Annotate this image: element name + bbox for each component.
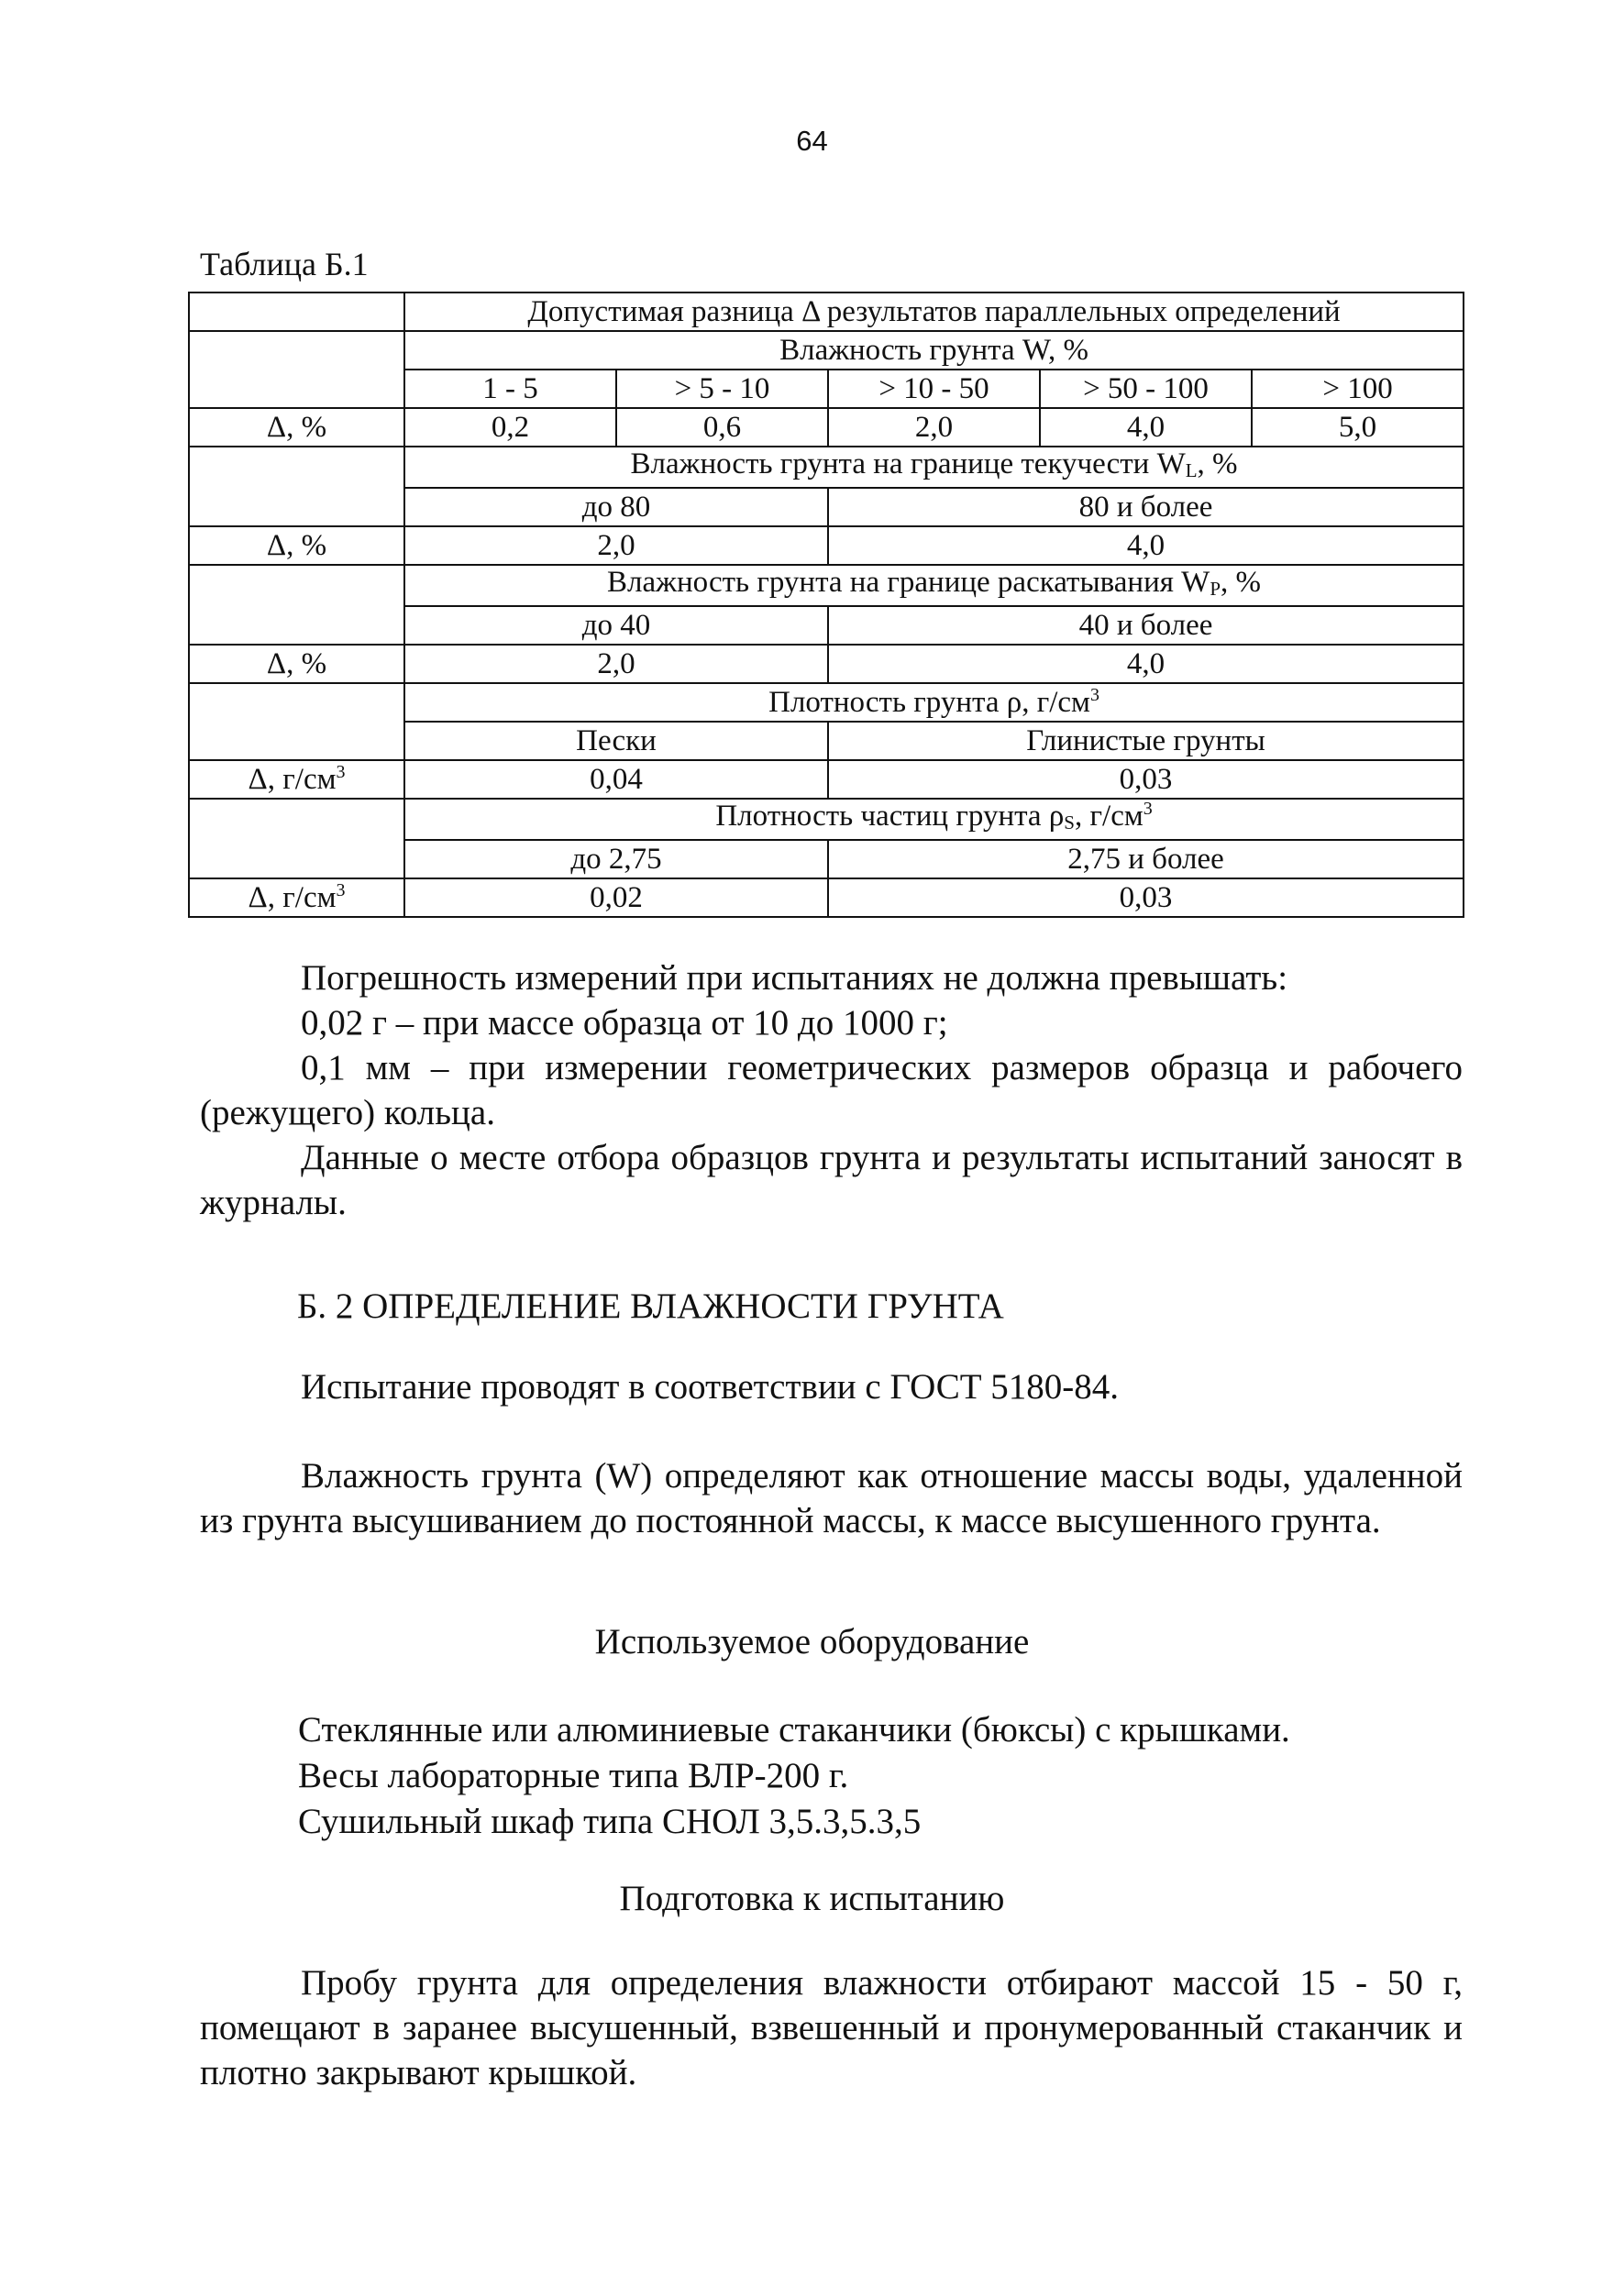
plastic-limit-range: 40 и более xyxy=(828,606,1464,645)
liquid-limit-value: 2,0 xyxy=(404,526,828,565)
density-title: Плотность грунта ρ, $г/см^3$ xyxy=(404,683,1464,722)
delta-label: Δ, $г/см^3$ xyxy=(189,760,404,799)
particle-density-value: 0,03 xyxy=(828,878,1464,917)
moisture-value: 5,0 xyxy=(1252,408,1464,447)
equipment-list xyxy=(298,1707,1290,1845)
empty-label-cell xyxy=(189,799,404,878)
delta-label: Δ, $г/см^3$ xyxy=(189,878,404,917)
density-range: Глинистые грунты xyxy=(828,722,1464,760)
moisture-range: > 10 - 50 xyxy=(828,370,1040,408)
liquid-limit-range: до 80 xyxy=(404,488,828,526)
empty-label-cell xyxy=(189,447,404,526)
delta-label: Δ, % xyxy=(189,408,404,447)
particle-density-range: до 2,75 xyxy=(404,840,828,878)
table-caption: Таблица Б.1 xyxy=(200,246,369,282)
plastic-limit-title: Влажность грунта на границе раскатывания $W_P$, % xyxy=(404,565,1464,606)
moisture-value: 0,2 xyxy=(404,408,616,447)
density-value: 0,04 xyxy=(404,760,828,799)
delta-label: Δ, % xyxy=(189,526,404,565)
moisture-value: 4,0 xyxy=(1040,408,1252,447)
liquid-limit-title: Влажность грунта на границе текучести $W_L$, % xyxy=(404,447,1464,488)
moisture-range: > 50 - 100 xyxy=(1040,370,1252,408)
accuracy-block xyxy=(200,955,1463,1225)
paragraph: Пробу грунта для определения влажности отбирают массой 15 - 50 г, помещают в заранее высушенный, взвешенный и пронумерованный стаканчик и плотно закрывают крышкой. xyxy=(200,1963,1463,2092)
page-number: 64 xyxy=(796,125,828,157)
empty-label-cell xyxy=(189,683,404,760)
equipment-heading: Используемое оборудование xyxy=(594,1622,1030,1661)
density-value: 0,03 xyxy=(828,760,1464,799)
preparation-heading: Подготовка к испытанию xyxy=(619,1879,1005,1918)
paragraph: Погрешность измерений при испытаниях не должна превышать: xyxy=(301,958,1288,998)
paragraph: Данные о месте отбора образцов грунта и результаты испытаний заносят в журналы. xyxy=(200,1138,1463,1222)
plastic-limit-value: 2,0 xyxy=(404,645,828,683)
moisture-range: 1 - 5 xyxy=(404,370,616,408)
table-corner-cell xyxy=(189,293,404,331)
particle-density-title: Плотность частиц грунта $\rho_S$, $г/см^3$ xyxy=(404,799,1464,840)
paragraph: Влажность грунта (W) определяют как отношение массы воды, удаленной из грунта высушиванием до постоянной массы, к массе высушенного грунта. xyxy=(200,1456,1463,1540)
moisture-value: 2,0 xyxy=(828,408,1040,447)
moisture-range: > 5 - 10 xyxy=(616,370,828,408)
equipment-item: Сушильный шкаф типа СНОЛ 3,5.3,5.3,5 xyxy=(298,1802,922,1841)
plastic-limit-range: до 40 xyxy=(404,606,828,645)
section-heading: Б. 2 ОПРЕДЕЛЕНИЕ ВЛАЖНОСТИ ГРУНТА xyxy=(297,1286,1004,1326)
moisture-value: 0,6 xyxy=(616,408,828,447)
definition-block xyxy=(200,1453,1463,1543)
empty-label-cell xyxy=(189,331,404,408)
liquid-limit-value: 4,0 xyxy=(828,526,1464,565)
standard-block xyxy=(200,1364,1463,1409)
particle-density-range: 2,75 и более xyxy=(828,840,1464,878)
paragraph: 0,02 г – при массе образца от 10 до 1000 г; xyxy=(301,1003,948,1043)
paragraph: 0,1 мм – при измерении геометрических размеров образца и рабочего (режущего) кольца. xyxy=(200,1048,1463,1132)
equipment-item: Стеклянные или алюминиевые стаканчики (бюксы) с крышками. xyxy=(298,1710,1290,1750)
paragraph: Испытание проводят в соответствии с ГОСТ 5180-84. xyxy=(301,1367,1120,1407)
preparation-block xyxy=(200,1960,1463,2095)
liquid-limit-range: 80 и более xyxy=(828,488,1464,526)
table-header: Допустимая разница Δ результатов параллельных определений xyxy=(404,293,1464,331)
density-range: Пески xyxy=(404,722,828,760)
moisture-range: > 100 xyxy=(1252,370,1464,408)
particle-density-value: 0,02 xyxy=(404,878,828,917)
moisture-title: Влажность грунта W, % xyxy=(404,331,1464,370)
delta-label: Δ, % xyxy=(189,645,404,683)
plastic-limit-value: 4,0 xyxy=(828,645,1464,683)
equipment-item: Весы лабораторные типа ВЛР-200 г. xyxy=(298,1756,849,1795)
empty-label-cell xyxy=(189,565,404,645)
tolerance-table xyxy=(188,292,1464,918)
